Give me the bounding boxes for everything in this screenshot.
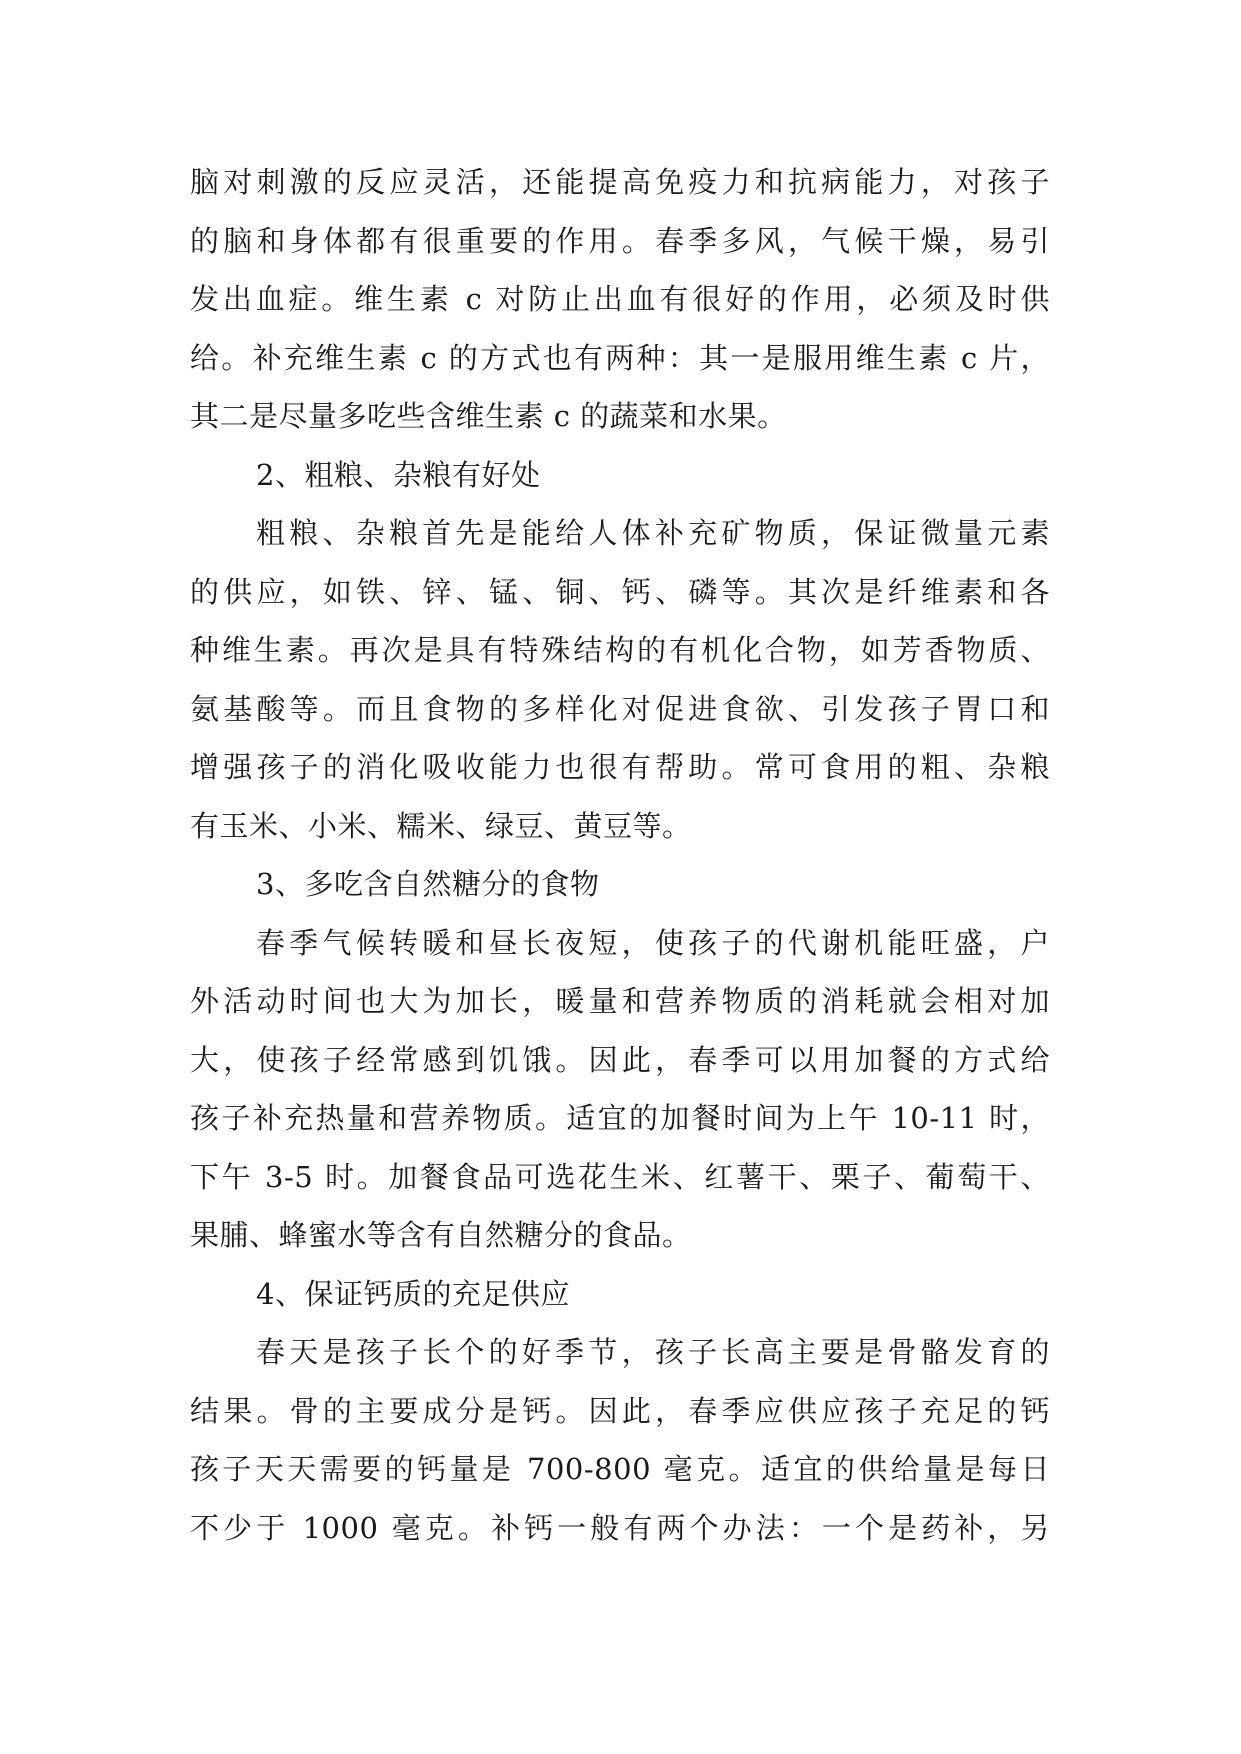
paragraph-first-line: 粗粮、杂粮首先是能给人体补充矿物质，保证微量元素 [256, 516, 1050, 550]
text-line: 其二是尽量多吃些含维生素 c 的蔬菜和水果。 [190, 399, 787, 433]
text-line: 下午 3-5 时。加餐食品可选花生米、红薯干、栗子、葡萄干、 [190, 1159, 1050, 1194]
paragraph-first-line: 春季气候转暖和昼长夜短，使孩子的代谢机能旺盛，户 [256, 925, 1050, 960]
paragraph-first-line: 春天是孩子长个的好季节，孩子长高主要是骨骼发育的 [256, 1335, 1050, 1369]
text-line: 给。补充维生素 c 的方式也有两种：其一是服用维生素 c 片， [190, 340, 1050, 375]
text-line: 结果。骨的主要成分是钙。因此，春季应供应孩子充足的钙 [190, 1393, 1050, 1428]
text-line: 不少于 1000 毫克。补钙一般有两个办法：一个是药补，另 [190, 1510, 1050, 1545]
text-line: 有玉米、小米、糯米、绿豆、黄豆等。 [190, 808, 692, 843]
document-body [190, 153, 1050, 1557]
text-line: 氨基酸等。而且食物的多样化对促进食欲、引发孩子胃口和 [190, 691, 1050, 726]
text-line: 种维生素。再次是具有特殊结构的有机化合物，如芳香物质、 [190, 633, 1050, 667]
section-heading: 3、多吃含自然糖分的食物 [256, 867, 600, 901]
text-line: 发出血症。维生素 c 对防止出血有很好的作用，必须及时供 [190, 282, 1050, 316]
text-line: 大，使孩子经常感到饥饿。因此，春季可以用加餐的方式给 [190, 1042, 1050, 1077]
text-line: 孩子补充热量和营养物质。适宜的加餐时间为上午 10-11 时， [190, 1101, 1050, 1135]
text-line: 孩子天天需要的钙量是 700-800 毫克。适宜的供给量是每日 [190, 1452, 1050, 1486]
text-line: 脑对刺激的反应灵活，还能提高免疫力和抗病能力，对孩子 [190, 165, 1050, 199]
section-heading: 2、粗粮、杂粮有好处 [256, 457, 541, 492]
section-heading: 4、保证钙质的充足供应 [256, 1276, 570, 1311]
text-line: 的脑和身体都有很重要的作用。春季多风，气候干燥，易引 [190, 223, 1050, 258]
text-line: 增强孩子的消化吸收能力也很有帮助。常可食用的粗、杂粮 [190, 750, 1050, 784]
text-line: 的供应，如铁、锌、锰、铜、钙、磷等。其次是纤维素和各 [190, 574, 1050, 609]
text-line: 外活动时间也大为加长，暖量和营养物质的消耗就会相对加 [190, 984, 1050, 1018]
text-line: 果脯、蜂蜜水等含有自然糖分的食品。 [190, 1218, 692, 1252]
